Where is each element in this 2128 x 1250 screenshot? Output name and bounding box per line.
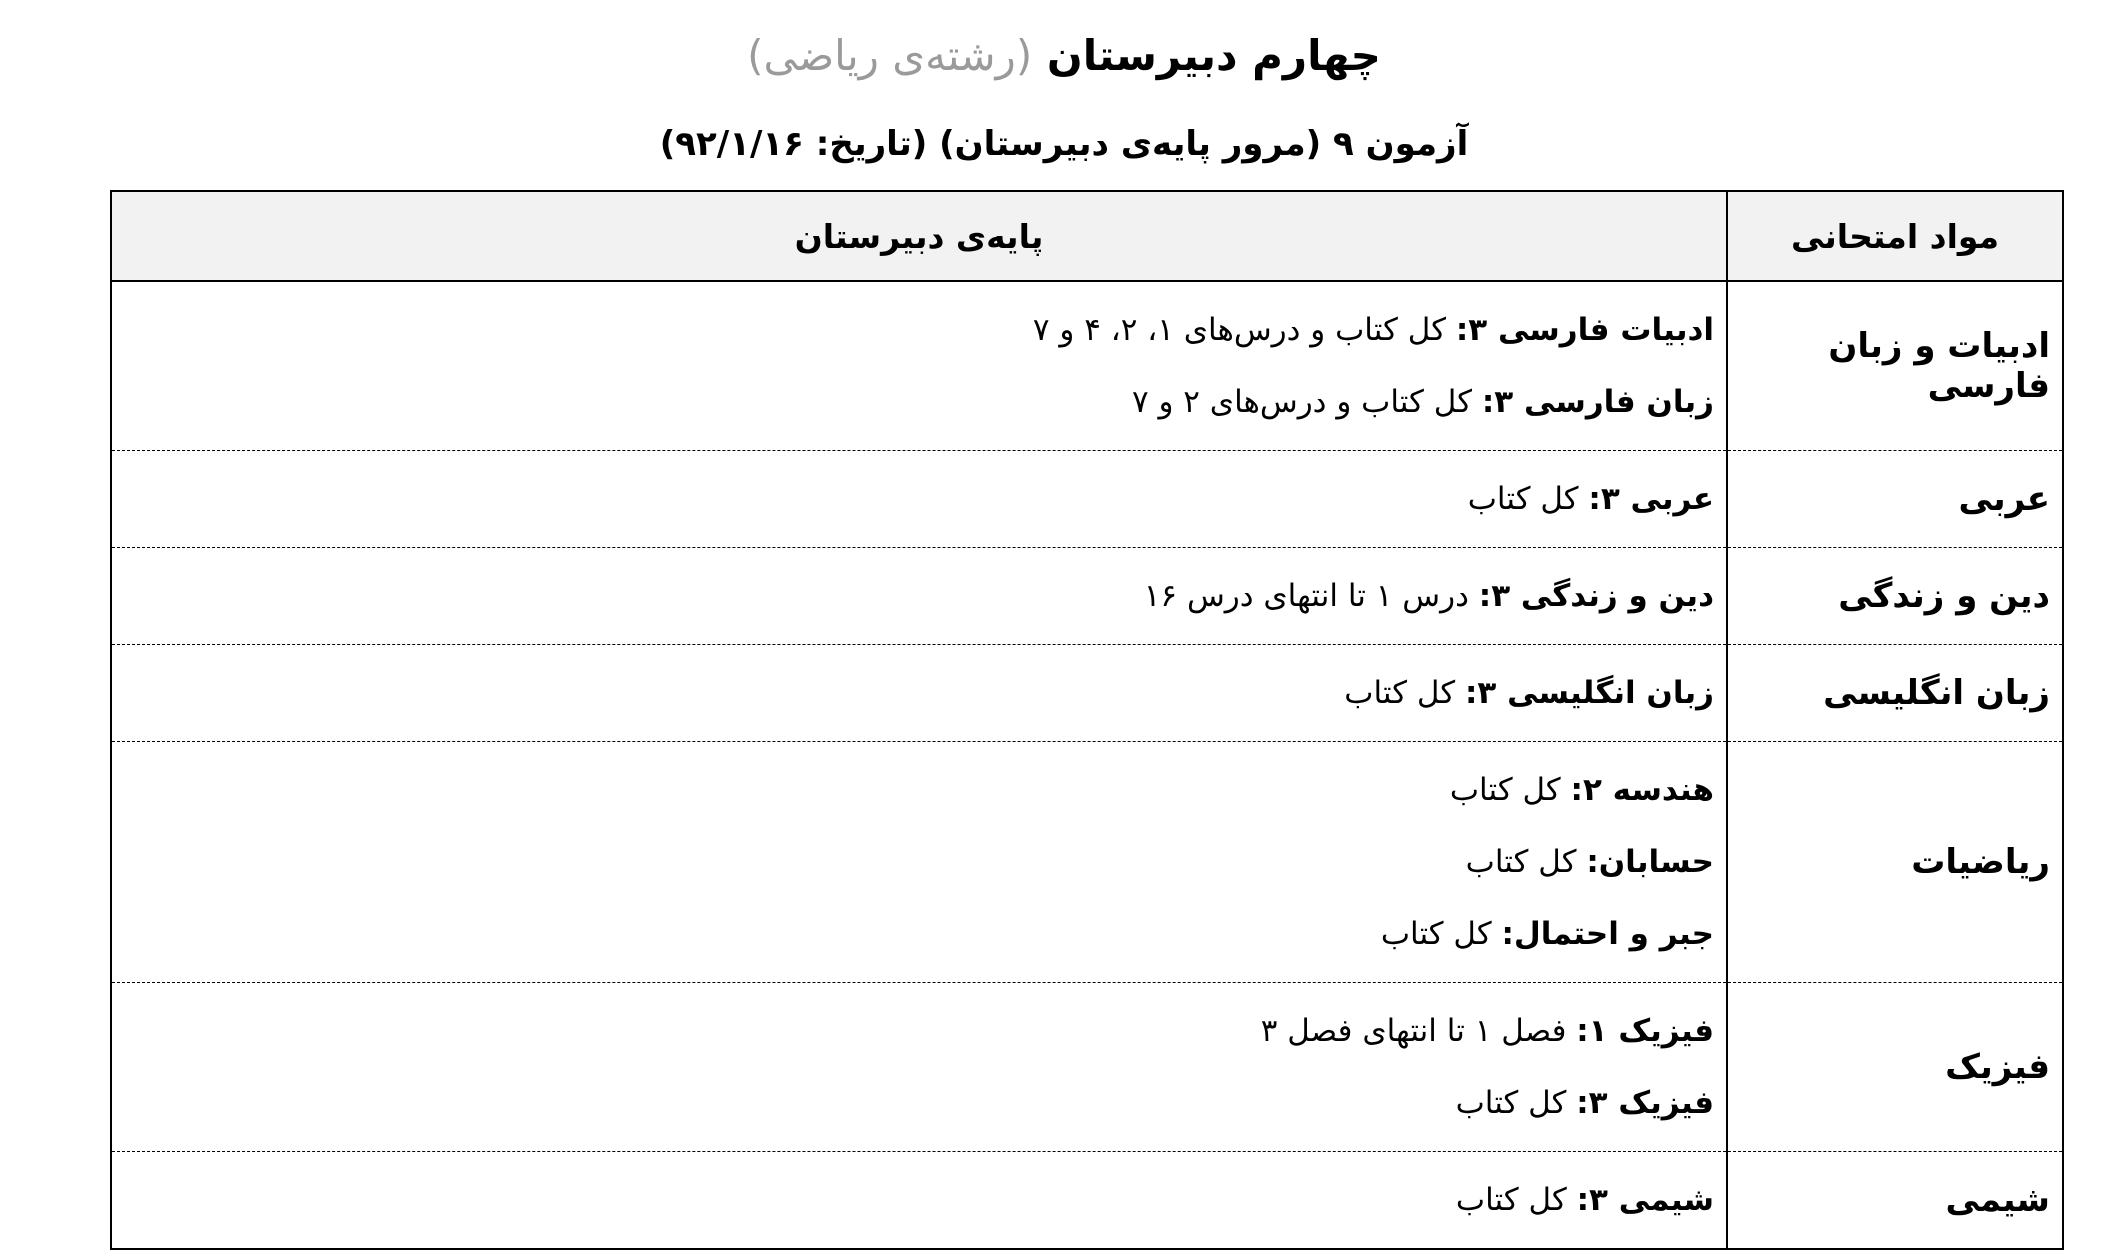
column-header-topics: پایه‌ی دبیرستان [111, 191, 1727, 281]
subject-cell: ریاضیات [1727, 742, 2063, 983]
subject-cell: زبان انگلیسی [1727, 645, 2063, 742]
topic-line [124, 754, 1714, 826]
book-scope: کل کتاب [1455, 1085, 1577, 1121]
topic-line [124, 898, 1714, 970]
topic-line [124, 560, 1714, 632]
book-name: زبان فارسی ۳: [1481, 384, 1714, 420]
book-scope: کل کتاب و درس‌های ۱، ۲، ۴ و ۷ [1032, 312, 1456, 348]
topic-line [124, 463, 1714, 535]
syllabus-table [110, 190, 2064, 1250]
table-row [111, 548, 2063, 645]
subject-cell: شیمی [1727, 1152, 2063, 1250]
book-name: حسابان: [1586, 844, 1714, 880]
book-name: زبان انگلیسی ۳: [1464, 675, 1714, 711]
book-scope: درس ۱ تا انتهای درس ۱۶ [1143, 578, 1479, 614]
title-stream: (رشته‌ی ریاضی) [747, 31, 1033, 80]
table-row [111, 281, 2063, 451]
topic-line [124, 995, 1714, 1067]
book-scope: کل کتاب [1455, 1182, 1577, 1218]
topic-line [124, 1067, 1714, 1139]
book-scope: فصل ۱ تا انتهای فصل ۳ [1260, 1013, 1577, 1049]
subject-cell: ادبیات و زبان فارسی [1727, 281, 2063, 451]
topic-line [124, 366, 1714, 438]
book-scope: کل کتاب [1380, 916, 1502, 952]
book-scope: کل کتاب [1449, 772, 1571, 808]
topics-cell [111, 742, 1727, 983]
book-name: دین و زندگی ۳: [1478, 578, 1714, 614]
book-scope: کل کتاب و درس‌های ۲ و ۷ [1131, 384, 1482, 420]
topics-cell [111, 451, 1727, 548]
topic-line [124, 657, 1714, 729]
book-scope: کل کتاب [1467, 481, 1589, 517]
book-scope: کل کتاب [1344, 675, 1465, 711]
topics-cell [111, 548, 1727, 645]
topic-line [124, 826, 1714, 898]
table-row [111, 645, 2063, 742]
topics-cell [111, 983, 1727, 1152]
table-body [111, 281, 2063, 1249]
topics-cell [111, 281, 1727, 451]
book-name: فیزیک ۳: [1576, 1085, 1714, 1121]
book-name: جبر و احتمال: [1501, 916, 1714, 952]
topic-line [124, 294, 1714, 366]
table-row [111, 1152, 2063, 1250]
subject-cell: عربی [1727, 451, 2063, 548]
page-title [0, 24, 2128, 88]
subject-cell: دین و زندگی [1727, 548, 2063, 645]
book-name: شیمی ۳: [1576, 1182, 1714, 1218]
book-name: ادبیات فارسی ۳: [1455, 312, 1714, 348]
table-header-row [111, 191, 2063, 281]
subject-cell: فیزیک [1727, 983, 2063, 1152]
book-name: هندسه ۲: [1570, 772, 1714, 808]
table-row [111, 742, 2063, 983]
book-scope: کل کتاب [1465, 844, 1587, 880]
exam-subtitle: آزمون ۹ (مرور پایه‌ی دبیرستان) (تاریخ: ۹۲/۱/۱۶) [659, 124, 1469, 164]
column-header-subject: مواد امتحانی [1727, 191, 2063, 281]
topics-cell [111, 1152, 1727, 1250]
topic-line [124, 1164, 1714, 1236]
topics-cell [111, 645, 1727, 742]
table-row [111, 983, 2063, 1152]
book-name: فیزیک ۱: [1576, 1013, 1714, 1049]
book-name: عربی ۳: [1588, 481, 1714, 517]
title-grade: چهارم دبیرستان [1046, 31, 1381, 80]
table-row [111, 451, 2063, 548]
